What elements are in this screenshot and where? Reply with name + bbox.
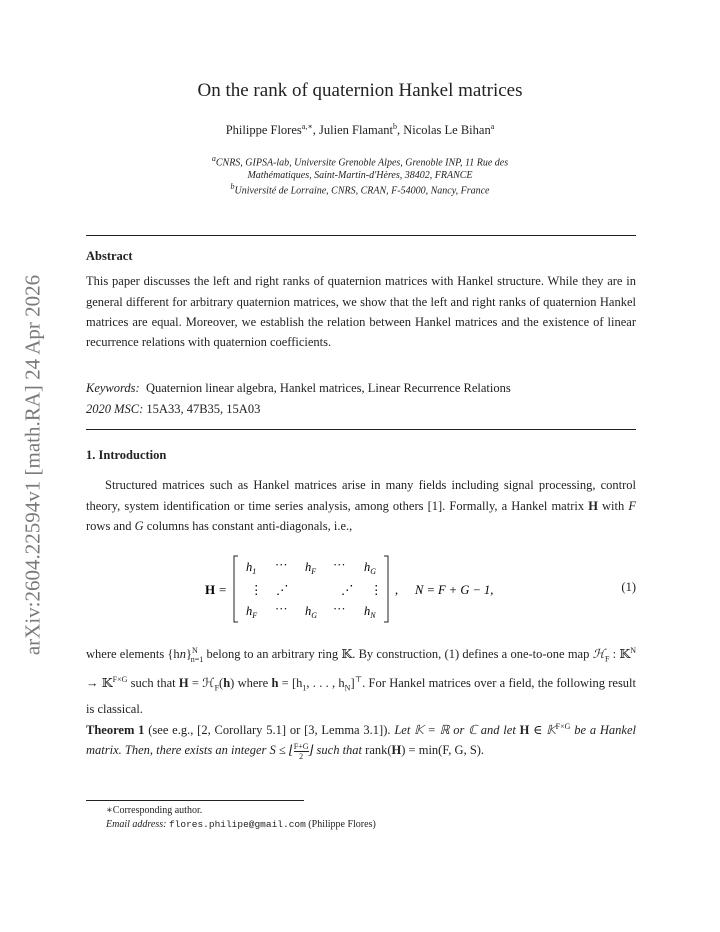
m21: ⋮ [250,583,263,597]
abstract-heading: Abstract [86,249,133,263]
author-name: Julien Flamant [319,123,393,138]
text-run: = [h [278,676,303,691]
author-mark: b [392,122,397,131]
eq-lhs-H: H [205,582,216,597]
author-mark: a,∗ [301,122,313,131]
math-symbol: F×G [555,722,571,731]
m33: $h_G$ [305,604,318,620]
text-run: belong to an arbitrary ring 𝕂. By construction, (1) defines a one-to-one map [203,647,593,662]
text-run: } [185,647,192,662]
m31: $h_F$ [246,604,258,620]
msc-line [86,399,636,419]
keywords-line [86,378,636,398]
math-symbol: ℋ [592,647,605,662]
email-owner: (Philippe Flores) [308,819,376,830]
affiliation-b [0,180,720,197]
keywords-value: Quaternion linear algebra, Hankel matrices, Linear Recurrence Relations [145,381,511,395]
text-run: ⌋ such that [308,743,366,758]
footnote-rule [86,800,304,801]
theorem-label: Theorem 1 [86,723,145,738]
right-bracket [384,556,388,622]
eq-equals: = [219,582,227,597]
text-run: be a Hankel matrix. Then, there exists an integer S ≤ ⌊ [86,723,636,758]
math-symbol: n=1 [190,654,204,664]
math-symbol: N [344,683,351,693]
m12: ··· [275,558,288,572]
math-symbol: n [179,647,186,662]
left-bracket [234,556,238,622]
msc-label: 2020 MSC: [86,402,144,416]
affiliation-mark: b [230,182,235,191]
equation-graphic [86,552,556,626]
text-run: Let 𝕂 = ℝ or ℂ and let [390,723,520,738]
math-symbol: F×G [112,674,128,684]
math-symbol: ⊤ [354,674,363,684]
math-symbol: N [191,646,198,655]
equation-number: (1) [621,580,636,594]
math-symbol: N [630,646,636,655]
abstract-text: This paper discusses the left and right ranks of quaternion matrices with Hankel structure. While they are in general different for arbitrary quaternion matrices, we show that the left and right ranks of quaternion Hankel matrices are equal. Moreover, we establish the relation between Hankel matrices and the existence of linear recurrence relations with quaternion coefficients. [86,274,636,350]
m23: ⋰ [341,583,354,597]
theorem-ref: (see e.g., [2, Corollary 5.1] or [3, Lemma 3.1]). [144,723,391,738]
arxiv-sidebar-stamp [8,245,58,685]
m35: $h_N$ [364,604,376,620]
math-symbol: F [628,498,636,513]
fraction-den: 2 [299,752,304,762]
m14: ··· [333,558,346,572]
math-symbol: H [519,723,530,738]
m22: ⋰ [276,583,289,597]
math-symbol: G [134,518,144,533]
text-run: rows and [86,518,135,533]
footnote-email [106,818,376,831]
m32: ··· [275,602,288,616]
text-run: such that [127,676,179,691]
text-run: = ℋ [188,676,215,691]
author-mark: a [490,122,495,131]
theorem-1 [86,717,636,761]
text-run: ) = min(F, G, S). [401,743,485,758]
m24: ⋮ [370,583,383,597]
text-run: with [597,498,629,513]
arxiv-id: arXiv:2604.22594v1 [math.RA] 24 Apr 2026 [20,274,45,656]
paragraph-map [86,641,636,719]
email-label: Email address: [106,819,167,830]
paper-title: On the rank of quaternion Hankel matrices [197,80,523,101]
abstract [86,246,636,352]
author-name: Nicolas Le Bihan [403,123,491,138]
affiliation-line: CNRS, GIPSA-lab, Universite Grenoble Alpes, Grenoble INP, 11 Rue des [215,157,509,169]
m34: ··· [333,602,346,616]
math-symbol: 1 [302,683,307,693]
text-run: → 𝕂 [86,676,113,691]
eq-rhs: N = F + G − 1, [415,583,494,597]
math-symbol: h [271,676,279,691]
text-run: ∈ 𝕂 [529,723,556,738]
fraction [294,742,309,761]
math-symbol: F [604,654,610,664]
intro-paragraph [86,475,636,536]
text-run: ] [350,676,355,691]
math-symbol: H [391,743,402,758]
affiliation-mark: a [211,154,216,163]
abstract-top-rule [86,235,636,236]
text-run: columns has constant anti-diagonals, i.e., [143,518,353,533]
section-heading: 1. Introduction [86,448,167,462]
equation-hankel-matrix [86,552,636,626]
fraction-num: F+G [293,742,309,752]
section-introduction [86,445,636,536]
text-run: ( [219,676,224,691]
keywords-label: Keywords: [86,381,140,395]
email-address[interactable]: flores.philipe@gmail.com [168,819,306,830]
author-list: Philippe Flores$^{a,∗}$, Julien Flamant$^b$, Nicolas Le Bihan$^a$ [225,122,495,138]
text-run: : 𝕂 [609,647,631,662]
m13: $h_F$ [305,560,317,576]
affiliation-line: Mathématiques, Saint-Martin-d'Hères, 38402, FRANCE [247,170,473,182]
affiliation-a [0,152,720,182]
footnote-corresponding: ∗Corresponding author. [106,805,203,816]
math-symbol: H [588,498,598,513]
math-symbol: H [178,676,189,691]
eq-comma: , [395,583,399,597]
m15: $h_G$ [364,560,377,576]
math-symbol: F [214,683,220,693]
author-name: Philippe Flores [225,123,302,138]
text-run: ) where [230,676,272,691]
text-run: rank( [365,743,392,758]
text-run: . For Hankel matrices over a field, the following result is classical. [86,676,637,716]
abstract-bottom-rule [86,429,636,430]
text-run: , . . . , h [306,676,345,691]
affiliation-line: Université de Lorraine, CNRS, CRAN, F-54000, Nancy, France [234,185,490,197]
math-symbol: h [223,676,231,691]
m11: $h_1$ [246,560,257,576]
msc-value: 15A33, 47B35, 15A03 [146,402,261,416]
text-run: where elements {h [86,647,180,662]
text-run: Structured matrices such as Hankel matrices arise in many fields including signal processing, control theory, system identification or time series analysis, among others [1]. Formally, a Hankel matrix [86,478,636,513]
